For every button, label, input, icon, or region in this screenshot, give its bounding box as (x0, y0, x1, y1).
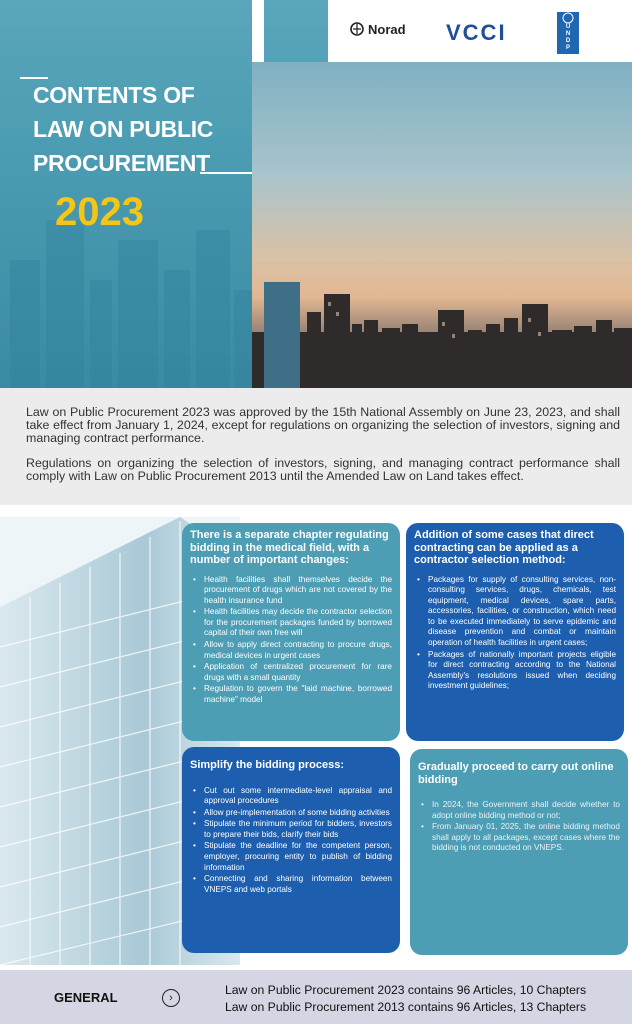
list-item: • Allow to apply direct contracting to procure drugs, medical devices in urgent cases (190, 640, 392, 661)
list-item: • In 2024, the Government shall decide whether to adopt online bidding method or not; (418, 800, 620, 821)
card-list (418, 800, 620, 854)
undp-logo (557, 12, 579, 54)
list-item: • From January 01, 2025, the online bidding method shall apply to all packages, except cases where the bidding is not conducted on VNEPS. (418, 822, 620, 854)
list-item: • Regulation to govern the "laid machine, borrowed machine" model (190, 684, 392, 705)
norad-logo (350, 20, 406, 38)
card-title: There is a separate chapter regulating bidding in the medical field, with a number of important changes: (190, 529, 389, 566)
online-bidding-card (410, 749, 628, 955)
list-item: • Packages for supply of consulting services, non-consulting services, drugs, chemicals, test equipment, medical devices, spare parts, accessories, facilities, or construction, which need to be executed immediately to serve epidemic and disease prevention and combat or maintain operation of health facilities in urgent cases; (414, 575, 616, 649)
chevron-right-circle-icon[interactable]: › (162, 989, 180, 1007)
intro-section (0, 388, 632, 505)
summary-line: Law on Public Procurement 2023 contains 96 Articles, 10 Chapters (225, 983, 587, 997)
card-title: Gradually proceed to carry out online bidding (418, 761, 614, 786)
card-title: Simplify the bidding process: (190, 759, 345, 771)
general-summary (225, 982, 586, 1016)
list-item: • Allow pre-implementation of some bidding activities (190, 808, 392, 819)
intro-paragraph: Regulations on organizing the selection of investors, signing, and managing contract performance shall comply with Law on Public Procurement 2013 until the Amended Law on Land takes effect. (26, 456, 620, 483)
vcci-logo (446, 20, 507, 46)
list-item: • Health facilities may decide the contractor selection for the procurement packages funded by borrowed capital of their own free will (190, 607, 392, 639)
norad-logo-text: Norad (368, 21, 406, 37)
list-item: • Stipulate the deadline for the competent person, employer, procuring entity to publish of bidding information (190, 841, 392, 873)
intro-paragraph: Law on Public Procurement 2023 was approved by the 15th National Assembly on June 23, 2023, and shall take effect from January 1, 2024, except for regulations on organizing the selection of investors, signing and managing contract performance. (26, 405, 620, 445)
general-footer (0, 970, 632, 1024)
title-line: LAW ON PUBLIC (33, 116, 214, 142)
list-item: • Connecting and sharing information between VNEPS and web portals (190, 874, 392, 895)
page-title (33, 78, 253, 180)
card-list (190, 786, 392, 896)
header-banner (0, 0, 632, 388)
list-item: • Application of centralized procurement for rare drugs with a small quantity (190, 662, 392, 683)
list-item: • Stipulate the minimum period for bidders, investors to prepare their bids, clarify their bids (190, 819, 392, 840)
medical-bidding-card (182, 523, 400, 741)
header-divider (252, 0, 264, 62)
undp-letter: D (565, 38, 571, 44)
summary-line: Law on Public Procurement 2013 contains 96 Articles, 13 Chapters (225, 1000, 587, 1014)
general-label: GENERAL (54, 990, 118, 1005)
title-line: CONTENTS OF (33, 82, 195, 108)
list-item: • Health facilities shall themselves decide the procurement of drugs which are not covered by the health insurance fund (190, 575, 392, 607)
list-item: • Packages of nationally important projects eligible for direct contracting according to the National Assembly's resolutions issued when deciding investment guidelines; (414, 650, 616, 692)
vcci-logo-text: VCCI (446, 20, 507, 45)
list-item: • Cut out some intermediate-level appraisal and approval procedures (190, 786, 392, 807)
content-section (0, 505, 632, 965)
un-emblem-icon (561, 12, 575, 24)
card-list (190, 575, 392, 706)
undp-letter: U (565, 24, 571, 30)
undp-letter: P (565, 45, 570, 51)
skyline-silhouette (252, 62, 632, 388)
undp-logo-box (557, 12, 579, 54)
norad-emblem-icon (350, 20, 364, 38)
simplify-bidding-card (182, 747, 400, 953)
direct-contracting-card (406, 523, 624, 741)
title-line: PROCUREMENT (33, 150, 210, 176)
city-skyline-photo (252, 62, 632, 388)
card-title: Addition of some cases that direct contracting can be applied as a contractor selection method: (414, 529, 594, 566)
undp-letter: N (565, 31, 571, 37)
card-list (414, 575, 616, 693)
title-year: 2023 (55, 190, 144, 234)
